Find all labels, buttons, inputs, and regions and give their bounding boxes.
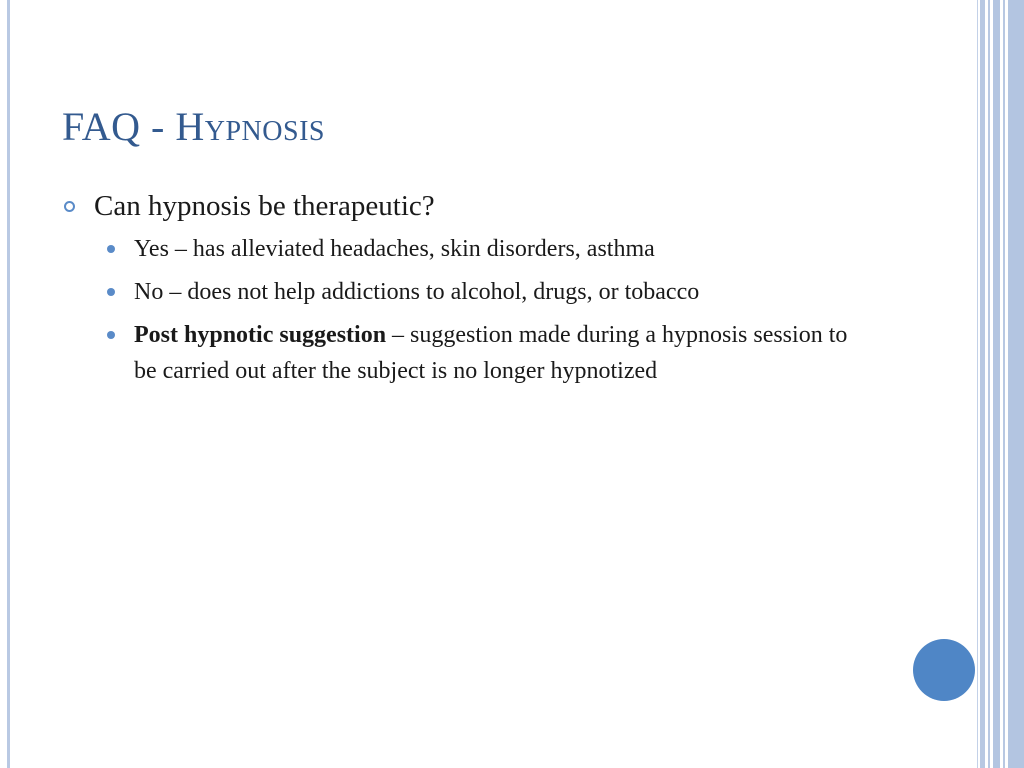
right-stripe	[1003, 0, 1005, 768]
term-label: Post hypnotic suggestion	[134, 322, 387, 348]
sub-bullet-text: No – does not help addictions to alcohol, drugs, or tobacco	[134, 279, 700, 305]
sub-bullet-item	[62, 274, 862, 310]
right-stripe	[1008, 0, 1024, 768]
decorative-circle	[913, 639, 975, 701]
sub-bullet-item	[62, 231, 862, 267]
main-bullet-text: Can hypnosis be therapeutic?	[94, 190, 435, 222]
slide-content	[62, 188, 862, 396]
right-stripe	[977, 0, 978, 768]
right-stripe	[993, 0, 1000, 768]
right-stripe	[980, 0, 985, 768]
left-border-line	[7, 0, 10, 768]
main-bullet-item	[62, 188, 862, 224]
right-stripe	[988, 0, 990, 768]
dot-bullet-icon	[107, 331, 115, 339]
slide-title: FAQ - Hypnosis	[62, 104, 325, 149]
term-definition: – suggestion made during a hypnosis session to be carried out after the subject is no longer hypnotized	[134, 322, 848, 384]
ring-bullet-icon	[64, 201, 75, 212]
sub-bullet-item	[62, 317, 862, 389]
dot-bullet-icon	[107, 245, 115, 253]
dot-bullet-icon	[107, 288, 115, 296]
sub-bullet-text: Yes – has alleviated headaches, skin disorders, asthma	[134, 236, 655, 262]
